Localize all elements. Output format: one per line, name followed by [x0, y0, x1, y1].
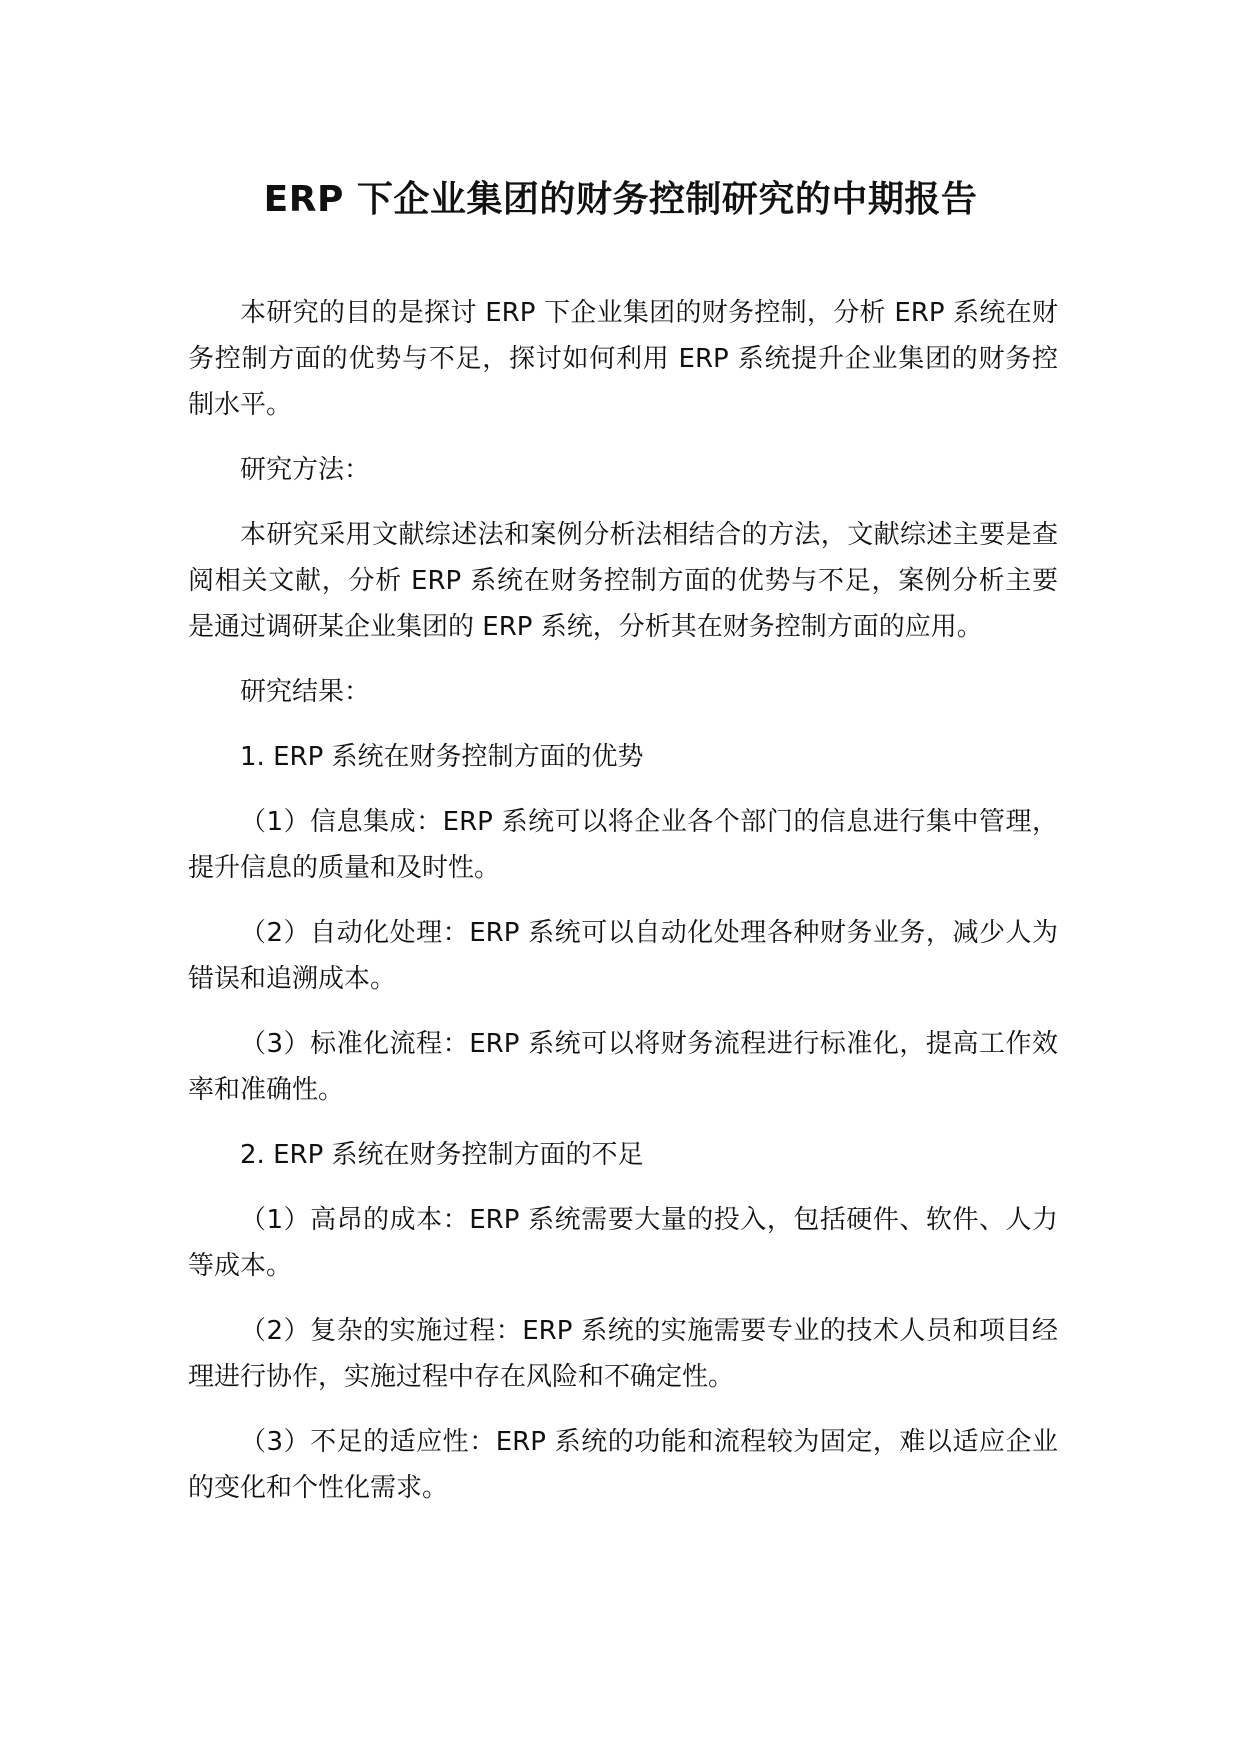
list-item-advantage-1: （1）信息集成：ERP 系统可以将企业各个部门的信息进行集中管理，提升信息的质量和及时性。 [188, 807, 1058, 883]
heading-research-method: 研究方法： [240, 455, 371, 485]
document-title: ERP 下企业集团的财务控制研究的中期报告 [263, 179, 978, 220]
paragraph-method: 本研究采用文献综述法和案例分析法相结合的方法，文献综述主要是查阅相关文献，分析 ERP 系统在财务控制方面的优势与不足，案例分析主要是通过调研某企业集团的 ERP 系统，分析其在财务控制方面的应用。 [188, 520, 1058, 642]
list-item-disadvantage-2: （2）复杂的实施过程：ERP 系统的实施需要专业的技术人员和项目经理进行协作，实施过程中存在风险和不确定性。 [188, 1316, 1058, 1392]
paragraph-purpose: 本研究的目的是探讨 ERP 下企业集团的财务控制，分析 ERP 系统在财务控制方面的优势与不足，探讨如何利用 ERP 系统提升企业集团的财务控制水平。 [188, 298, 1058, 420]
list-item-disadvantage-1: （1）高昂的成本：ERP 系统需要大量的投入，包括硬件、软件、人力等成本。 [188, 1205, 1058, 1281]
heading-disadvantages: 2. ERP 系统在财务控制方面的不足 [240, 1140, 644, 1170]
heading-advantages: 1. ERP 系统在财务控制方面的优势 [240, 742, 644, 772]
document-body [188, 290, 1058, 1530]
heading-research-results: 研究结果： [240, 677, 371, 707]
list-item-advantage-2: （2）自动化处理：ERP 系统可以自动化处理各种财务业务，减少人为错误和追溯成本。 [188, 918, 1058, 994]
list-item-disadvantage-3: （3）不足的适应性：ERP 系统的功能和流程较为固定，难以适应企业的变化和个性化需求。 [188, 1427, 1058, 1503]
list-item-advantage-3: （3）标准化流程：ERP 系统可以将财务流程进行标准化，提高工作效率和准确性。 [188, 1029, 1058, 1105]
